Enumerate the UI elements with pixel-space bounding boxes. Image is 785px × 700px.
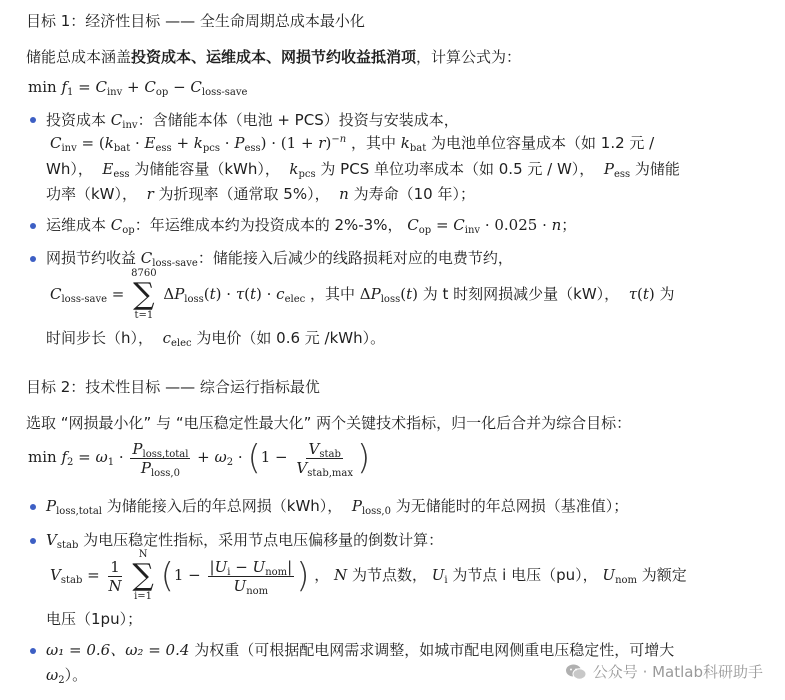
wechat-icon [565, 663, 587, 681]
formula-closs: $C_{loss-save}$ = 8760 ∑ t=1 $\Delta P_{loss}(t) \cdot \tau(t) \cdot c_{elec}$ ，其中 $\Delta P_{loss}(t)$ 为 t 时刻网损减少量（kW）， τ(t) 为 [50, 268, 675, 321]
watermark-text: 公众号 · Matlab科研助手 [592, 663, 763, 681]
goal2-bullet-weights: ω₁ = 0.6、ω₂ = 0.4 为权重（可根据配电网需求调整，如城市配电网侧重电压稳定性，可增大 [46, 641, 675, 659]
bullet-dot [30, 504, 36, 510]
sum-symbol: N ∑ i=1 [132, 549, 154, 602]
goal1-bullet-invest: 投资成本 $C_{inv}$：含储能本体（电池 + PCS）投资与安装成本， [46, 111, 459, 131]
bullet-dot [30, 256, 36, 262]
goal1-loss-vars: 时间步长（h）， $c_{elec}$ 为电价（如 0.6 元 /kWh）。 [46, 329, 386, 349]
goal1-invest-vars: Wh）， $E_{ess}$ 为储能容量（kWh）， $k_{pcs}$ 为 PCS 单位功率成本（如 0.5 元 / W）， $P_{ess}$ 为储能 [46, 160, 680, 180]
goal2-bullet-ploss: $P_{loss,total}$ 为储能接入后的年总网损（kWh）， $P_{loss,0}$ 为无储能时的年总网损（基准值）； [46, 497, 629, 517]
bullet-dot [30, 648, 36, 654]
goal2-heading: 目标 2：技术性目标 —— 综合运行指标最优 [26, 378, 320, 396]
goal1-bullet-om: 运维成本 $C_{op}$：年运维成本约为投资成本的 2%-3%， $C_{op} = C_{inv} \cdot 0.025 \cdot n$； [46, 216, 577, 236]
goal1-bullet-loss: 网损节约收益 $C_{loss-save}$：储能接入后减少的线路损耗对应的电费节约， [46, 249, 513, 269]
goal1-invest-vars2: 功率（kW）， r 为折现率（通常取 5%）， n 为寿命（10 年）； [46, 185, 475, 203]
goal2-weights-end: $\omega_2$）。 [46, 666, 88, 686]
goal1-intro: 储能总成本涵盖投资成本、运维成本、网损节约收益抵消项，计算公式为： [26, 48, 522, 66]
sum-symbol: 8760 ∑ t=1 [131, 268, 157, 321]
formula-vstab: $V_{stab}$ = $\frac{1}{N}$ N ∑ i=1 (1 − $\frac{|U_i - U_{nom}|}{U_{nom}}$ ) ， N 为节点数， $U_i$ 为节点 i 电压（pu）， $U_{nom}$ 为额定 [50, 549, 687, 602]
goal2-intro: 选取 “网损最小化” 与 “电压稳定性最大化” 两个关键技术指标，归一化后合并为综合目标： [26, 414, 632, 432]
goal2-bullet-vstab: $V_{stab}$ 为电压稳定性指标，采用节点电压偏移量的倒数计算： [46, 531, 444, 551]
formula-f2: $\min f_2 = \omega_1$ · $\frac{P_{loss,total}}{P_{loss,0}}$ + $\omega_2 \cdot (1$ − $\frac{V_{stab}}{V_{stab,max}}$ ) [28, 438, 371, 479]
formula-f1: $\min f_1 = C_{inv} + C_{op} - C_{loss-save}$ [28, 78, 248, 98]
bullet-dot [30, 538, 36, 544]
bullet-dot [30, 223, 36, 229]
goal2-vstab-vars: 电压（1pu）； [46, 610, 143, 628]
bullet-dot [30, 117, 36, 123]
goal1-heading: 目标 1：经济性目标 —— 全生命周期总成本最小化 [26, 12, 365, 30]
formula-cinv: $C_{inv} = (k_{bat} \cdot E_{ess} + k_{pcs} \cdot P_{ess}) \cdot (1 + r)^{-n}$ ，其中 $k_{bat}$ 为电池单位容量成本（如 1.2 元 / [50, 134, 655, 154]
watermark [565, 661, 763, 682]
